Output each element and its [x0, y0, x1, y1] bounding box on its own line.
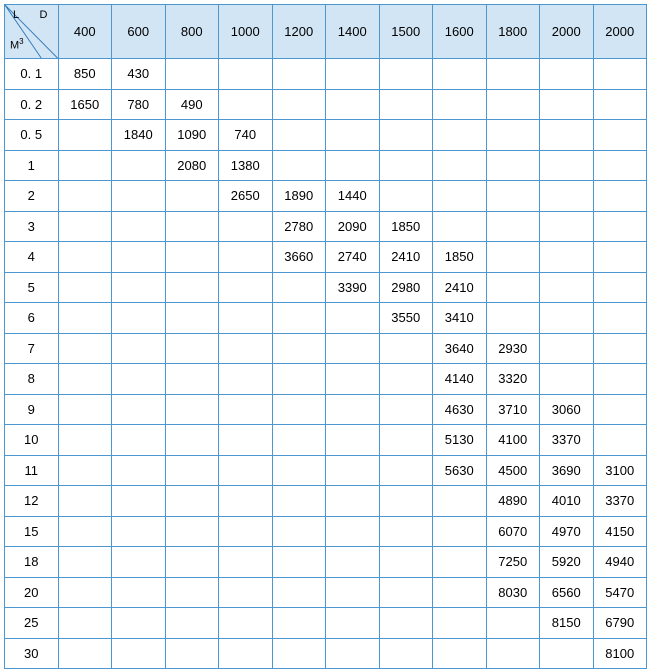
table-cell [219, 486, 273, 517]
table-cell [219, 272, 273, 303]
table-row [5, 516, 647, 547]
table-cell [219, 394, 273, 425]
table-cell [272, 455, 326, 486]
table-cell: 1380 [219, 150, 273, 181]
table-cell [272, 516, 326, 547]
row-header: 2 [5, 181, 59, 212]
table-row [5, 242, 647, 273]
table-cell [112, 486, 166, 517]
table-cell [486, 211, 540, 242]
table-cell [433, 638, 487, 669]
table-cell [593, 120, 647, 151]
table-cell [165, 272, 219, 303]
table-cell [58, 394, 112, 425]
table-cell [272, 333, 326, 364]
table-cell [540, 364, 594, 395]
column-header: 1800 [486, 5, 540, 59]
table-cell: 1440 [326, 181, 380, 212]
table-cell [326, 486, 380, 517]
table-cell [58, 547, 112, 578]
table-cell [272, 303, 326, 334]
table-cell: 2780 [272, 211, 326, 242]
table-cell [593, 364, 647, 395]
row-header: 12 [5, 486, 59, 517]
table-cell [486, 59, 540, 90]
table-cell: 3640 [433, 333, 487, 364]
table-cell [326, 638, 380, 669]
table-cell [58, 486, 112, 517]
table-cell: 3100 [593, 455, 647, 486]
table-cell [112, 638, 166, 669]
column-header: 400 [58, 5, 112, 59]
table-cell: 1650 [58, 89, 112, 120]
table-cell [540, 120, 594, 151]
table-cell [379, 425, 433, 456]
table-cell [540, 181, 594, 212]
table-cell [219, 638, 273, 669]
table-cell [540, 150, 594, 181]
table-row [5, 333, 647, 364]
table-cell [433, 150, 487, 181]
table-cell: 3390 [326, 272, 380, 303]
table-cell [486, 242, 540, 273]
table-cell [326, 150, 380, 181]
table-cell: 3370 [593, 486, 647, 517]
table-cell [326, 455, 380, 486]
table-cell: 6070 [486, 516, 540, 547]
row-header: 25 [5, 608, 59, 639]
table-cell: 2740 [326, 242, 380, 273]
table-cell [272, 577, 326, 608]
table-cell: 2930 [486, 333, 540, 364]
table-cell: 4010 [540, 486, 594, 517]
table-cell [379, 486, 433, 517]
table-cell: 2410 [433, 272, 487, 303]
table-cell: 3550 [379, 303, 433, 334]
table-cell [219, 516, 273, 547]
table-cell [165, 608, 219, 639]
table-cell [165, 547, 219, 578]
table-cell [379, 394, 433, 425]
table-cell [219, 455, 273, 486]
corner-header-cell [5, 5, 59, 59]
table-cell [486, 608, 540, 639]
table-cell: 1890 [272, 181, 326, 212]
table-cell: 4140 [433, 364, 487, 395]
table-cell [593, 150, 647, 181]
table-cell [486, 89, 540, 120]
table-cell [219, 333, 273, 364]
table-cell [219, 608, 273, 639]
table-row [5, 272, 647, 303]
table-cell [219, 59, 273, 90]
table-cell [58, 211, 112, 242]
table-row [5, 486, 647, 517]
table-row [5, 120, 647, 151]
column-header: 2000 [593, 5, 647, 59]
row-header: 7 [5, 333, 59, 364]
row-header: 8 [5, 364, 59, 395]
row-header: 0. 2 [5, 89, 59, 120]
table-row [5, 394, 647, 425]
table-cell [379, 455, 433, 486]
table-cell [593, 89, 647, 120]
table-cell [58, 455, 112, 486]
table-cell: 850 [58, 59, 112, 90]
table-cell [486, 272, 540, 303]
table-cell [219, 425, 273, 456]
table-cell [165, 394, 219, 425]
table-cell [379, 608, 433, 639]
table-cell: 8030 [486, 577, 540, 608]
table-cell [219, 577, 273, 608]
table-cell: 2980 [379, 272, 433, 303]
table-cell [379, 364, 433, 395]
table-cell: 4100 [486, 425, 540, 456]
table-cell [272, 638, 326, 669]
table-cell [486, 120, 540, 151]
table-cell [433, 577, 487, 608]
table-head [5, 5, 647, 59]
table-cell [58, 333, 112, 364]
table-row [5, 577, 647, 608]
row-header: 6 [5, 303, 59, 334]
table-cell [326, 120, 380, 151]
table-cell [593, 211, 647, 242]
table-cell [326, 59, 380, 90]
table-cell [433, 181, 487, 212]
table-cell [593, 181, 647, 212]
table-cell [58, 181, 112, 212]
table-cell [112, 364, 166, 395]
table-cell [379, 577, 433, 608]
table-row [5, 150, 647, 181]
table-cell [272, 394, 326, 425]
table-row [5, 89, 647, 120]
table-cell [593, 394, 647, 425]
table-cell [593, 425, 647, 456]
table-row [5, 364, 647, 395]
table-cell [379, 89, 433, 120]
table-cell: 3320 [486, 364, 540, 395]
column-header: 2000 [540, 5, 594, 59]
table-cell [112, 242, 166, 273]
table-cell [165, 455, 219, 486]
table-cell: 2410 [379, 242, 433, 273]
table-cell: 3410 [433, 303, 487, 334]
corner-label-d: D [39, 9, 48, 21]
table-cell [58, 516, 112, 547]
table-cell [165, 59, 219, 90]
table-cell [165, 242, 219, 273]
table-cell [326, 394, 380, 425]
table-row [5, 59, 647, 90]
table-cell: 4500 [486, 455, 540, 486]
table-cell: 2090 [326, 211, 380, 242]
table-cell: 3370 [540, 425, 594, 456]
table-cell [486, 303, 540, 334]
table-cell [112, 150, 166, 181]
table-cell [58, 638, 112, 669]
row-header: 0. 1 [5, 59, 59, 90]
table-cell [165, 486, 219, 517]
table-cell [219, 364, 273, 395]
table-cell: 7250 [486, 547, 540, 578]
table-cell [433, 516, 487, 547]
table-cell [486, 150, 540, 181]
table-cell [165, 638, 219, 669]
row-header: 9 [5, 394, 59, 425]
table-cell [433, 89, 487, 120]
table-cell [593, 333, 647, 364]
table-cell: 1850 [379, 211, 433, 242]
table-cell [112, 455, 166, 486]
table-cell [112, 425, 166, 456]
table-cell [540, 333, 594, 364]
table-cell [326, 516, 380, 547]
table-cell [433, 211, 487, 242]
table-cell [379, 516, 433, 547]
column-header: 800 [165, 5, 219, 59]
table-cell [433, 547, 487, 578]
table-cell [540, 59, 594, 90]
table-cell [593, 272, 647, 303]
table-cell [379, 120, 433, 151]
table-cell [112, 272, 166, 303]
table-cell [219, 242, 273, 273]
table-cell [540, 638, 594, 669]
table-cell [326, 89, 380, 120]
table-cell [272, 89, 326, 120]
table-cell [433, 59, 487, 90]
row-header: 10 [5, 425, 59, 456]
row-header: 20 [5, 577, 59, 608]
table-cell [112, 333, 166, 364]
table-cell: 4630 [433, 394, 487, 425]
table-cell [326, 303, 380, 334]
column-header: 1600 [433, 5, 487, 59]
table-cell [540, 242, 594, 273]
table-cell: 3660 [272, 242, 326, 273]
table-cell: 490 [165, 89, 219, 120]
table-cell [112, 303, 166, 334]
table-cell: 3710 [486, 394, 540, 425]
table-cell [379, 150, 433, 181]
row-header: 0. 5 [5, 120, 59, 151]
table-cell [58, 608, 112, 639]
corner-label-l: L [13, 9, 20, 21]
table-cell [433, 486, 487, 517]
table-cell [58, 364, 112, 395]
table-cell [326, 547, 380, 578]
table-row [5, 211, 647, 242]
column-header: 600 [112, 5, 166, 59]
table-cell: 2080 [165, 150, 219, 181]
table-cell [165, 577, 219, 608]
table-row [5, 547, 647, 578]
table-cell [58, 425, 112, 456]
table-cell [58, 272, 112, 303]
table-cell [593, 242, 647, 273]
table-cell [272, 120, 326, 151]
table-cell: 1090 [165, 120, 219, 151]
table-cell: 1850 [433, 242, 487, 273]
table-row [5, 638, 647, 669]
row-header: 5 [5, 272, 59, 303]
table-cell: 8150 [540, 608, 594, 639]
table-cell [326, 577, 380, 608]
table-cell [272, 547, 326, 578]
table-cell: 3060 [540, 394, 594, 425]
row-header: 15 [5, 516, 59, 547]
table-cell [112, 577, 166, 608]
table-cell [379, 547, 433, 578]
table-cell [112, 516, 166, 547]
table-cell [540, 272, 594, 303]
table-cell [58, 120, 112, 151]
table-cell [58, 577, 112, 608]
column-header: 1500 [379, 5, 433, 59]
table-cell [112, 608, 166, 639]
table-body [5, 59, 647, 669]
table-cell [219, 547, 273, 578]
table-cell [219, 211, 273, 242]
table-cell [272, 608, 326, 639]
table-cell: 8100 [593, 638, 647, 669]
table-cell [165, 516, 219, 547]
table-cell [112, 547, 166, 578]
table-cell: 6790 [593, 608, 647, 639]
table-row [5, 455, 647, 486]
table-cell [272, 364, 326, 395]
row-header: 1 [5, 150, 59, 181]
table-cell: 2650 [219, 181, 273, 212]
table-cell [219, 89, 273, 120]
table-cell: 5630 [433, 455, 487, 486]
table-cell: 430 [112, 59, 166, 90]
row-header: 30 [5, 638, 59, 669]
table-cell [58, 150, 112, 181]
table-cell [112, 394, 166, 425]
table-cell [112, 211, 166, 242]
table-cell: 6560 [540, 577, 594, 608]
table-cell: 740 [219, 120, 273, 151]
table-cell [112, 181, 166, 212]
table-cell: 3690 [540, 455, 594, 486]
table-cell: 1840 [112, 120, 166, 151]
table-cell [58, 242, 112, 273]
table-cell [540, 303, 594, 334]
row-header: 4 [5, 242, 59, 273]
row-header: 11 [5, 455, 59, 486]
table-cell [272, 150, 326, 181]
row-header: 3 [5, 211, 59, 242]
table-cell: 5130 [433, 425, 487, 456]
table-cell [165, 303, 219, 334]
table-cell [272, 486, 326, 517]
table-cell [272, 59, 326, 90]
table-cell: 4970 [540, 516, 594, 547]
table-cell [379, 638, 433, 669]
table-cell [165, 425, 219, 456]
table-cell: 4940 [593, 547, 647, 578]
table-cell [219, 303, 273, 334]
table-cell [326, 608, 380, 639]
table-cell [326, 333, 380, 364]
table-cell: 4890 [486, 486, 540, 517]
table-row [5, 303, 647, 334]
table-cell [379, 181, 433, 212]
table-cell [593, 59, 647, 90]
table-cell [326, 364, 380, 395]
table-cell [379, 59, 433, 90]
table-cell [433, 608, 487, 639]
column-header: 1400 [326, 5, 380, 59]
table-cell [272, 272, 326, 303]
table-cell: 780 [112, 89, 166, 120]
column-header: 1200 [272, 5, 326, 59]
table-row [5, 608, 647, 639]
table-cell [433, 120, 487, 151]
table-cell: 5470 [593, 577, 647, 608]
table-cell [165, 364, 219, 395]
table-cell [540, 89, 594, 120]
table-cell: 4150 [593, 516, 647, 547]
table-cell [486, 181, 540, 212]
table-cell [326, 425, 380, 456]
table-row [5, 181, 647, 212]
corner-label-m: $M^3$ [10, 37, 24, 52]
table-cell: 5920 [540, 547, 594, 578]
table-cell [540, 211, 594, 242]
table-cell [486, 638, 540, 669]
table-header-row [5, 5, 647, 59]
table-cell [58, 303, 112, 334]
table-cell [593, 303, 647, 334]
table-cell [165, 211, 219, 242]
table-row [5, 425, 647, 456]
column-header: 1000 [219, 5, 273, 59]
table-cell [165, 181, 219, 212]
table-cell [272, 425, 326, 456]
specification-table [4, 4, 647, 669]
table-cell [165, 333, 219, 364]
table-cell [379, 333, 433, 364]
row-header: 18 [5, 547, 59, 578]
